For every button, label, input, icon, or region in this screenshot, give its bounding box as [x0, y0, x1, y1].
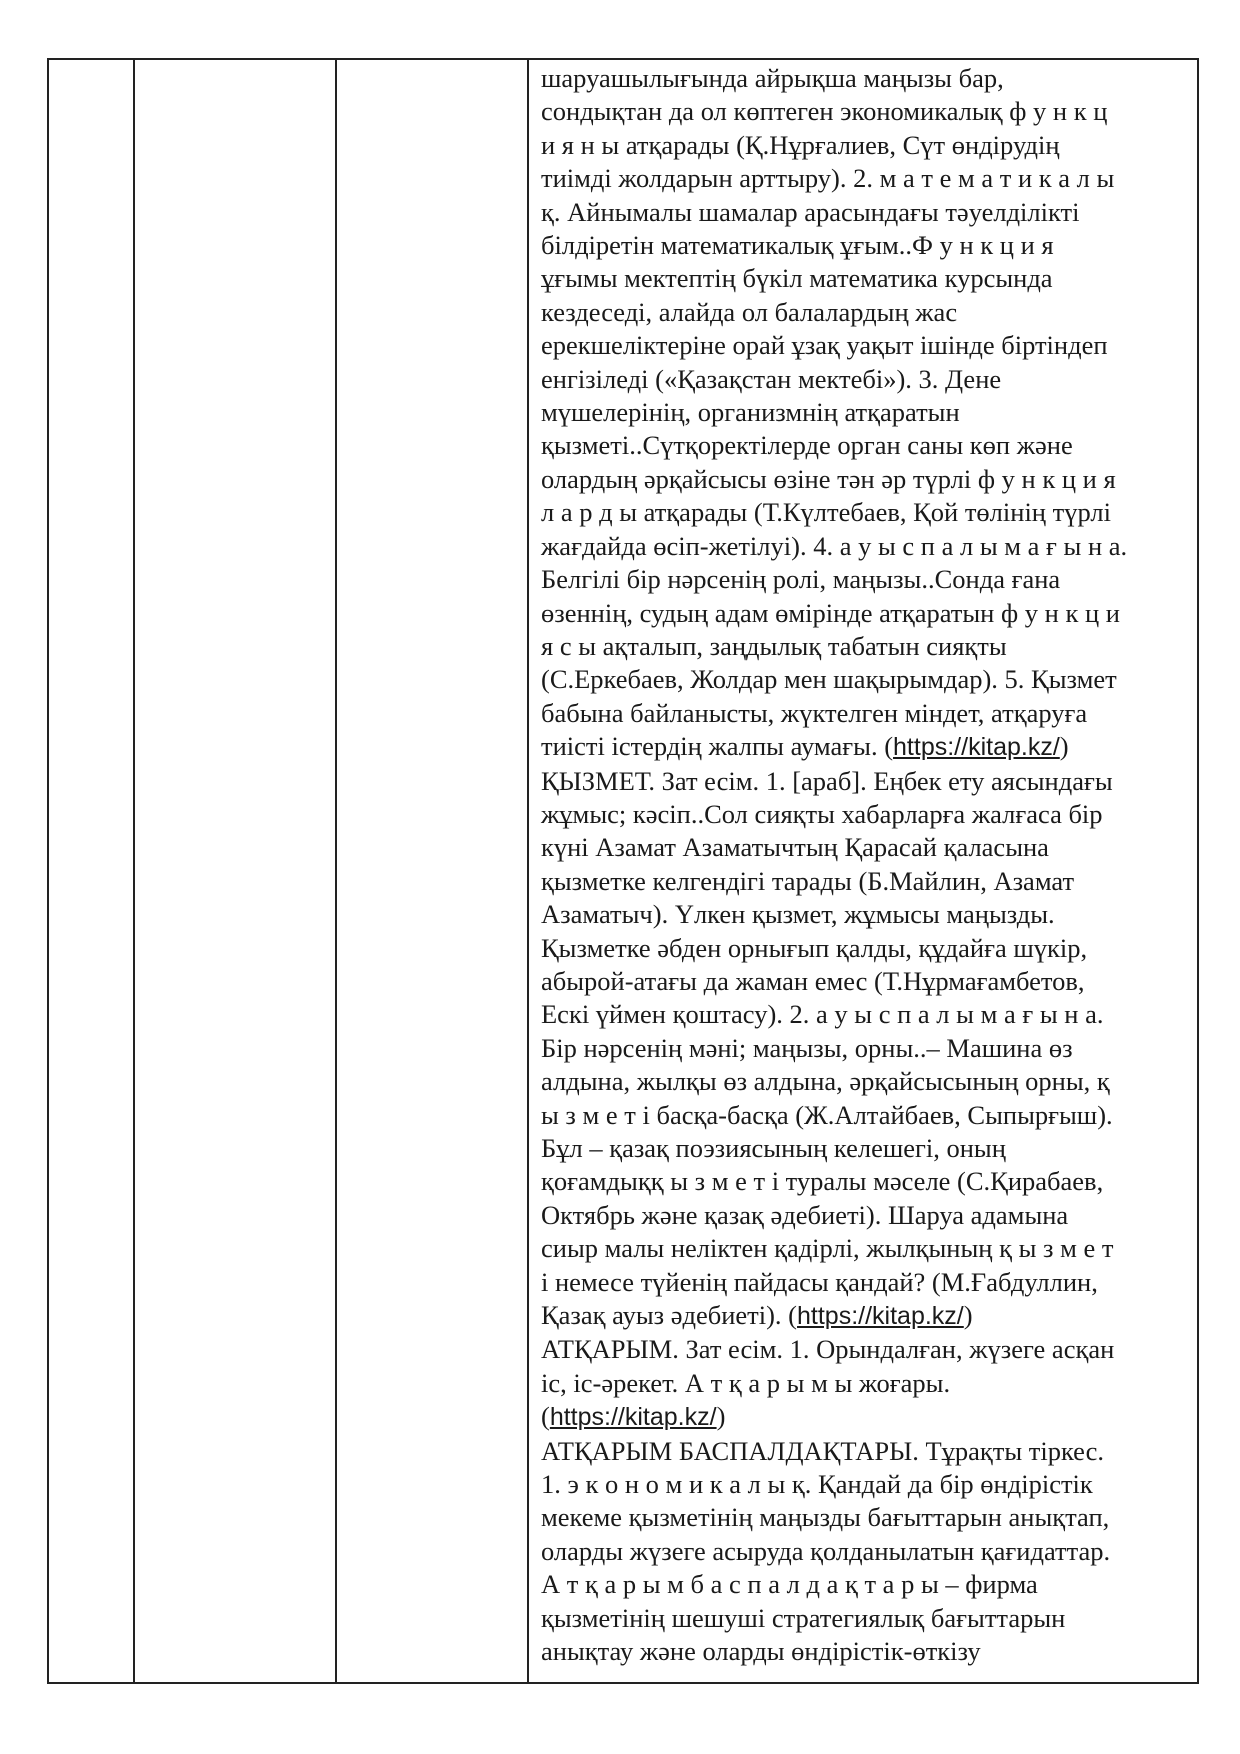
table-cell-3 [336, 59, 528, 1683]
text-line [541, 965, 1185, 998]
text-line [541, 998, 1185, 1031]
text-segment: ( [541, 1401, 550, 1432]
text-segment: шаруашылығында айрықша маңызы бар, [541, 63, 1004, 93]
text-segment: ы з м е т і басқа-басқа (Ж.Алтайбаев, Сыпырғыш). [541, 1099, 1113, 1130]
text-line [541, 429, 1185, 462]
text-segment: білдіретін математикалық ұғым..Ф у н к ц и я [541, 230, 1054, 261]
text-line [541, 1266, 1185, 1299]
text-segment: Азаматыч). Үлкен қызмет, жұмысы маңызды. [541, 899, 1055, 930]
table-row [48, 59, 1198, 1683]
text-line [541, 1400, 1185, 1434]
text-line [541, 630, 1185, 663]
text-segment: А т қ а р ы м б а с п а л д а қ т а р ы – фирма [541, 1569, 1038, 1600]
source-link[interactable]: https://kitap.kz/ [549, 1403, 717, 1432]
text-line [541, 1132, 1185, 1165]
text-line [541, 563, 1185, 596]
text-line [541, 162, 1185, 195]
text-segment: олардың әрқайсысы өзіне тән әр түрлі ф у н к ц и я [541, 463, 1116, 494]
text-segment: кездеседі, алайда ол балалардың жас [541, 296, 958, 327]
content-table [47, 58, 1199, 1684]
text-segment: қ. Айнымалы шамалар арасындағы тәуелділікті [541, 196, 1080, 227]
text-line [541, 329, 1185, 362]
text-line [541, 1635, 1185, 1668]
text-segment: АТҚАРЫМ. Зат есім. 1. Орындалған, жүзеге асқан [541, 1334, 1115, 1365]
text-segment: Октябрь және қазақ әдебиеті). Шаруа адамына [541, 1199, 1069, 1230]
text-line [541, 1468, 1185, 1501]
text-line [541, 1165, 1185, 1198]
text-segment: тиісті істердің жалпы аумағы. ( [541, 731, 894, 762]
text-segment: ұғымы мектептің бүкіл математика курсында [541, 263, 1053, 294]
text-line [541, 62, 1185, 95]
text-segment: өзеннің, судың адам өмірінде атқаратын ф у н к ц и [541, 597, 1120, 628]
text-line [541, 129, 1185, 162]
text-segment: сондықтан да ол көптеген экономикалық ф у н к ц [541, 96, 1108, 127]
text-line [541, 1299, 1185, 1333]
text-segment: Қазақ ауыз әдебиеті). ( [541, 1300, 798, 1331]
text-line [541, 1199, 1185, 1232]
text-segment: жұмыс; кәсіп..Сол сияқты хабарларға жалғаса бір [541, 798, 1103, 829]
text-segment: тиімді жолдарын арттыру). 2. м а т е м а т и к а л ы [541, 163, 1115, 194]
text-line [541, 262, 1185, 295]
text-segment: л а р д ы атқарады (Т.Күлтебаев, Қой төлінің түрлі [541, 497, 1111, 528]
text-line [541, 1065, 1185, 1098]
text-segment: Белгілі бір нәрсенің ролі, маңызы..Сонда ғана [541, 564, 1061, 595]
text-segment: ерекшеліктеріне орай ұзақ уақыт ішінде біртіндеп [541, 330, 1108, 361]
text-segment: Ескі үймен қоштасу). 2. а у ы с п а л ы м а ғ ы н а. [541, 999, 1104, 1030]
text-segment: қоғамдыққ ы з м е т і туралы мәселе (С.Қирабаев, [541, 1166, 1104, 1197]
source-link[interactable]: https://kitap.kz/ [797, 1302, 964, 1331]
text-segment: қызметке келгендігі тарады (Б.Майлин, Азамат [541, 865, 1075, 896]
table-cell-1 [48, 59, 134, 1683]
text-segment: і немесе түйенің пайдасы қандай? (М.Ғабдуллин, [541, 1266, 1098, 1297]
text-segment: 1. э к о н о м и к а л ы қ. Қандай да бір өндірістік [541, 1469, 1093, 1500]
text-line [541, 95, 1185, 128]
text-segment: оларды жүзеге асыруда қолданылатын қағидаттар. [541, 1535, 1111, 1566]
text-line [541, 1535, 1185, 1568]
text-line [541, 229, 1185, 262]
text-segment: іс, іс-әрекет. А т қ а р ы м ы жоғары. [541, 1367, 951, 1398]
text-line [541, 1032, 1185, 1065]
text-segment: енгізіледі («Қазақстан мектебі»). 3. Дене [541, 363, 1002, 394]
text-line [541, 1367, 1185, 1400]
text-line [541, 663, 1185, 696]
text-segment: Бұл – қазақ поэзиясының келешегі, оның [541, 1133, 1006, 1163]
text-line [541, 865, 1185, 898]
text-line [541, 697, 1185, 730]
text-segment: ) [963, 1300, 973, 1331]
text-segment: и я н ы атқарады (Қ.Нұрғалиев, Сүт өндірудің [541, 129, 1060, 160]
text-segment: ) [1059, 731, 1069, 762]
text-segment: жағдайда өсіп-жетілуі). 4. а у ы с п а л ы м а ғ ы н а. [541, 530, 1128, 561]
text-line [541, 1333, 1185, 1366]
table-cell-definitions [528, 59, 1198, 1683]
text-segment: сиыр малы неліктен қадірлі, жылқының қ ы з м е т [541, 1233, 1114, 1264]
text-segment: АТҚАРЫМ БАСПАЛДАҚТАРЫ. Тұрақты тіркес. [541, 1435, 1104, 1466]
text-line [541, 296, 1185, 329]
text-line [541, 730, 1185, 764]
text-line [541, 396, 1185, 429]
text-line [541, 898, 1185, 931]
text-segment: мекеме қызметінің маңызды бағыттарын анықтап, [541, 1502, 1110, 1533]
text-segment: абырой-атағы да жаман емес (Т.Нұрмағамбетов, [541, 965, 1085, 996]
text-line [541, 496, 1185, 529]
text-line [541, 363, 1185, 396]
text-segment: анықтау және оларды өндірістік-өткізу [541, 1636, 981, 1667]
text-line [541, 831, 1185, 864]
text-line [541, 765, 1185, 798]
text-line [541, 1435, 1185, 1468]
definition-text [529, 60, 1197, 1669]
text-line [541, 1602, 1185, 1635]
text-segment: ҚЫЗМЕТ. Зат есім. 1. [араб]. Еңбек ету аясындағы [541, 765, 1113, 796]
text-line [541, 1568, 1185, 1601]
text-segment: мүшелерінің, организмнің атқаратын [541, 397, 960, 428]
text-segment: я с ы ақталып, заңдылық табатын сияқты [541, 630, 1007, 661]
text-segment: алдына, жылқы өз алдына, әрқайсысының орны, қ [541, 1066, 1110, 1097]
text-line [541, 1501, 1185, 1534]
text-line [541, 1232, 1185, 1265]
text-segment: Қызметке әбден орнығып қалды, құдайға шүкір, [541, 932, 1088, 963]
text-line [541, 530, 1185, 563]
source-link[interactable]: https://kitap.kz/ [893, 733, 1060, 762]
table-cell-2 [134, 59, 336, 1683]
text-segment: күні Азамат Азаматычтың Қарасай қаласына [541, 832, 1049, 863]
text-segment: қызметінің шешуші стратегиялық бағыттарын [541, 1602, 1066, 1633]
text-segment: Бір нәрсенің мәні; маңызы, орны..– Машина өз [541, 1032, 1073, 1063]
text-line [541, 798, 1185, 831]
text-line [541, 463, 1185, 496]
text-line [541, 1099, 1185, 1132]
text-segment: қызметі..Сүтқоректілерде орган саны көп және [541, 430, 1073, 461]
text-segment: ) [716, 1401, 726, 1432]
text-line [541, 597, 1185, 630]
text-segment: (С.Еркебаев, Жолдар мен шақырымдар). 5. Қызмет [541, 664, 1117, 695]
text-line [541, 196, 1185, 229]
text-line [541, 932, 1185, 965]
text-segment: бабына байланысты, жүктелген міндет, атқаруға [541, 697, 1088, 728]
